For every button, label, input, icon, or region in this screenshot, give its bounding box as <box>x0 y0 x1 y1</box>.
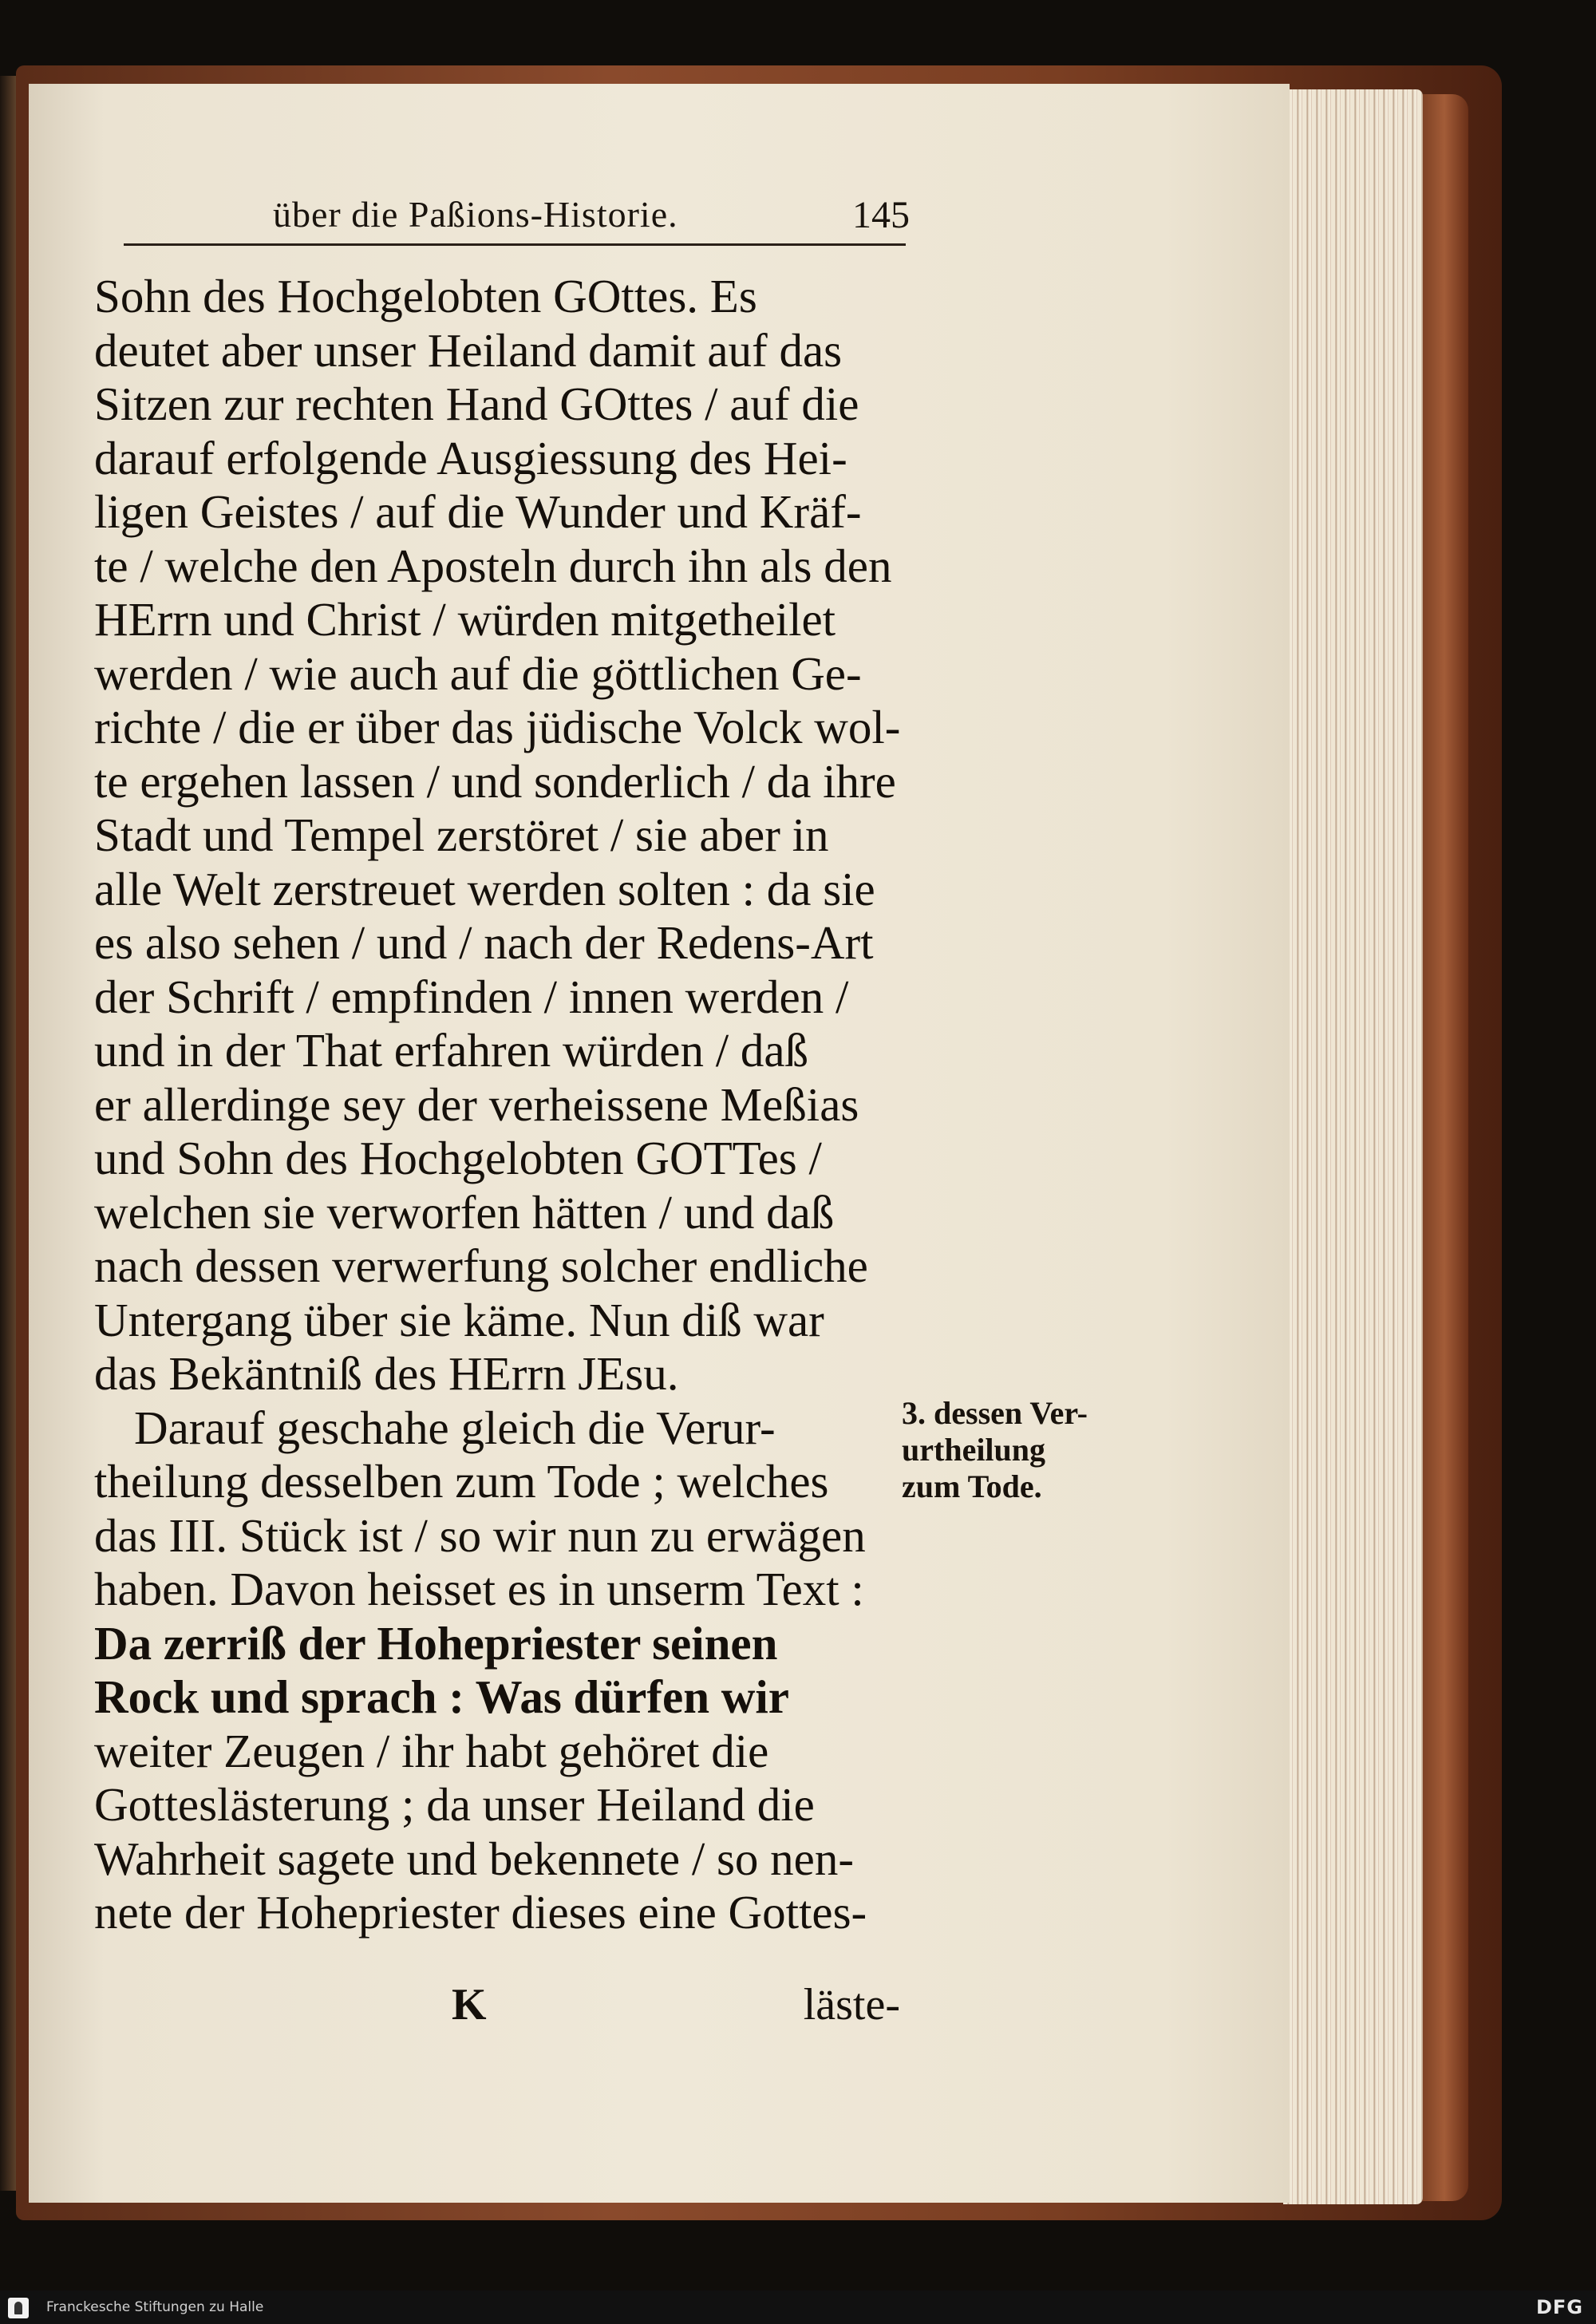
page-number: 145 <box>852 194 910 236</box>
institution-logo-icon <box>8 2298 29 2318</box>
catchword-row <box>94 1979 900 2030</box>
margin-note <box>902 1395 1097 1505</box>
text-line: alle Welt zerstreuet werden solten : da sie <box>94 862 875 915</box>
quoted-text-line: Da zerriß der Hohepriester seinen <box>94 1616 778 1670</box>
text-line: Sitzen zur rechten Hand GOttes / auf die <box>94 377 859 430</box>
catchword: läste- <box>803 1980 900 2030</box>
quoted-text-line: Rock und sprach : Was dürfen wir <box>94 1670 789 1723</box>
text-line: welchen sie verworfen hätten / und daß <box>94 1185 835 1239</box>
body-text <box>94 270 900 1940</box>
margin-note-line: 3. dessen Ver- <box>902 1395 1088 1431</box>
text-line: darauf erfolgende Ausgiessung des Hei- <box>94 431 847 484</box>
text-line: werden / wie auch auf die göttlichen Ge- <box>94 646 862 700</box>
text-line: Wahrheit sagete und bekennete / so nen- <box>94 1832 855 1885</box>
paragraph-start-line: Darauf geschahe gleich die Verur- <box>134 1401 776 1454</box>
margin-note-line: zum Tode. <box>902 1468 1042 1504</box>
text-line: Untergang über sie käme. Nun diß war <box>94 1293 824 1346</box>
text-line: ligen Geistes / auf die Wunder und Kräf- <box>94 485 862 538</box>
text-line: nete der Hohepriester dieses eine Gottes- <box>94 1886 867 1939</box>
text-line: te / welche den Aposteln durch ihn als den <box>94 539 892 592</box>
text-line: und Sohn des Hochgelobten GOTTes / <box>94 1132 822 1184</box>
signature-mark: K <box>452 1980 487 2030</box>
text-line: Sohn des Hochgelobten GOttes. Es <box>94 270 757 322</box>
running-head <box>104 188 910 247</box>
text-line: HErrn und Christ / würden mitgetheilet <box>94 593 836 646</box>
cover-fore-edge <box>1420 94 1468 2201</box>
text-line: nach dessen verwerfung solcher endliche <box>94 1239 868 1292</box>
text-line: richte / die er über das jüdische Volck wol- <box>94 701 901 753</box>
text-line: es also sehen / und / nach der Redens-Art <box>94 916 874 969</box>
text-line: deutet aber unser Heiland damit auf das <box>94 323 843 377</box>
running-title: über die Paßions-Historie. <box>273 194 678 235</box>
viewer-footer <box>0 2290 1596 2324</box>
text-line: Stadt und Tempel zerstöret / sie aber in <box>94 808 829 861</box>
page-block-edge <box>1283 89 1423 2204</box>
text-line: und in der That erfahren würden / daß <box>94 1024 809 1077</box>
text-line: Gotteslästerung ; da unser Heiland die <box>94 1778 815 1831</box>
text-line: te ergehen lassen / und sonderlich / da ihre <box>94 754 896 808</box>
head-rule <box>124 243 906 246</box>
footer-institution[interactable]: Franckesche Stiftungen zu Halle <box>46 2299 264 2315</box>
text-line: das Bekäntniß des HErrn JEsu. <box>94 1347 679 1400</box>
text-line: haben. Davon heisset es in unserm Text : <box>94 1563 864 1615</box>
margin-note-line: urtheilung <box>902 1432 1046 1468</box>
text-line: das III. Stück ist / so wir nun zu erwägen <box>94 1508 866 1562</box>
text-line: theilung desselben zum Tode ; welches <box>94 1455 829 1508</box>
text-line: er allerdinge sey der verheissene Meßias <box>94 1077 859 1131</box>
text-line: der Schrift / empfinden / innen werden / <box>94 970 849 1023</box>
footer-brand[interactable]: DFG <box>1535 2296 1583 2318</box>
text-line: weiter Zeugen / ihr habt gehöret die <box>94 1724 769 1777</box>
